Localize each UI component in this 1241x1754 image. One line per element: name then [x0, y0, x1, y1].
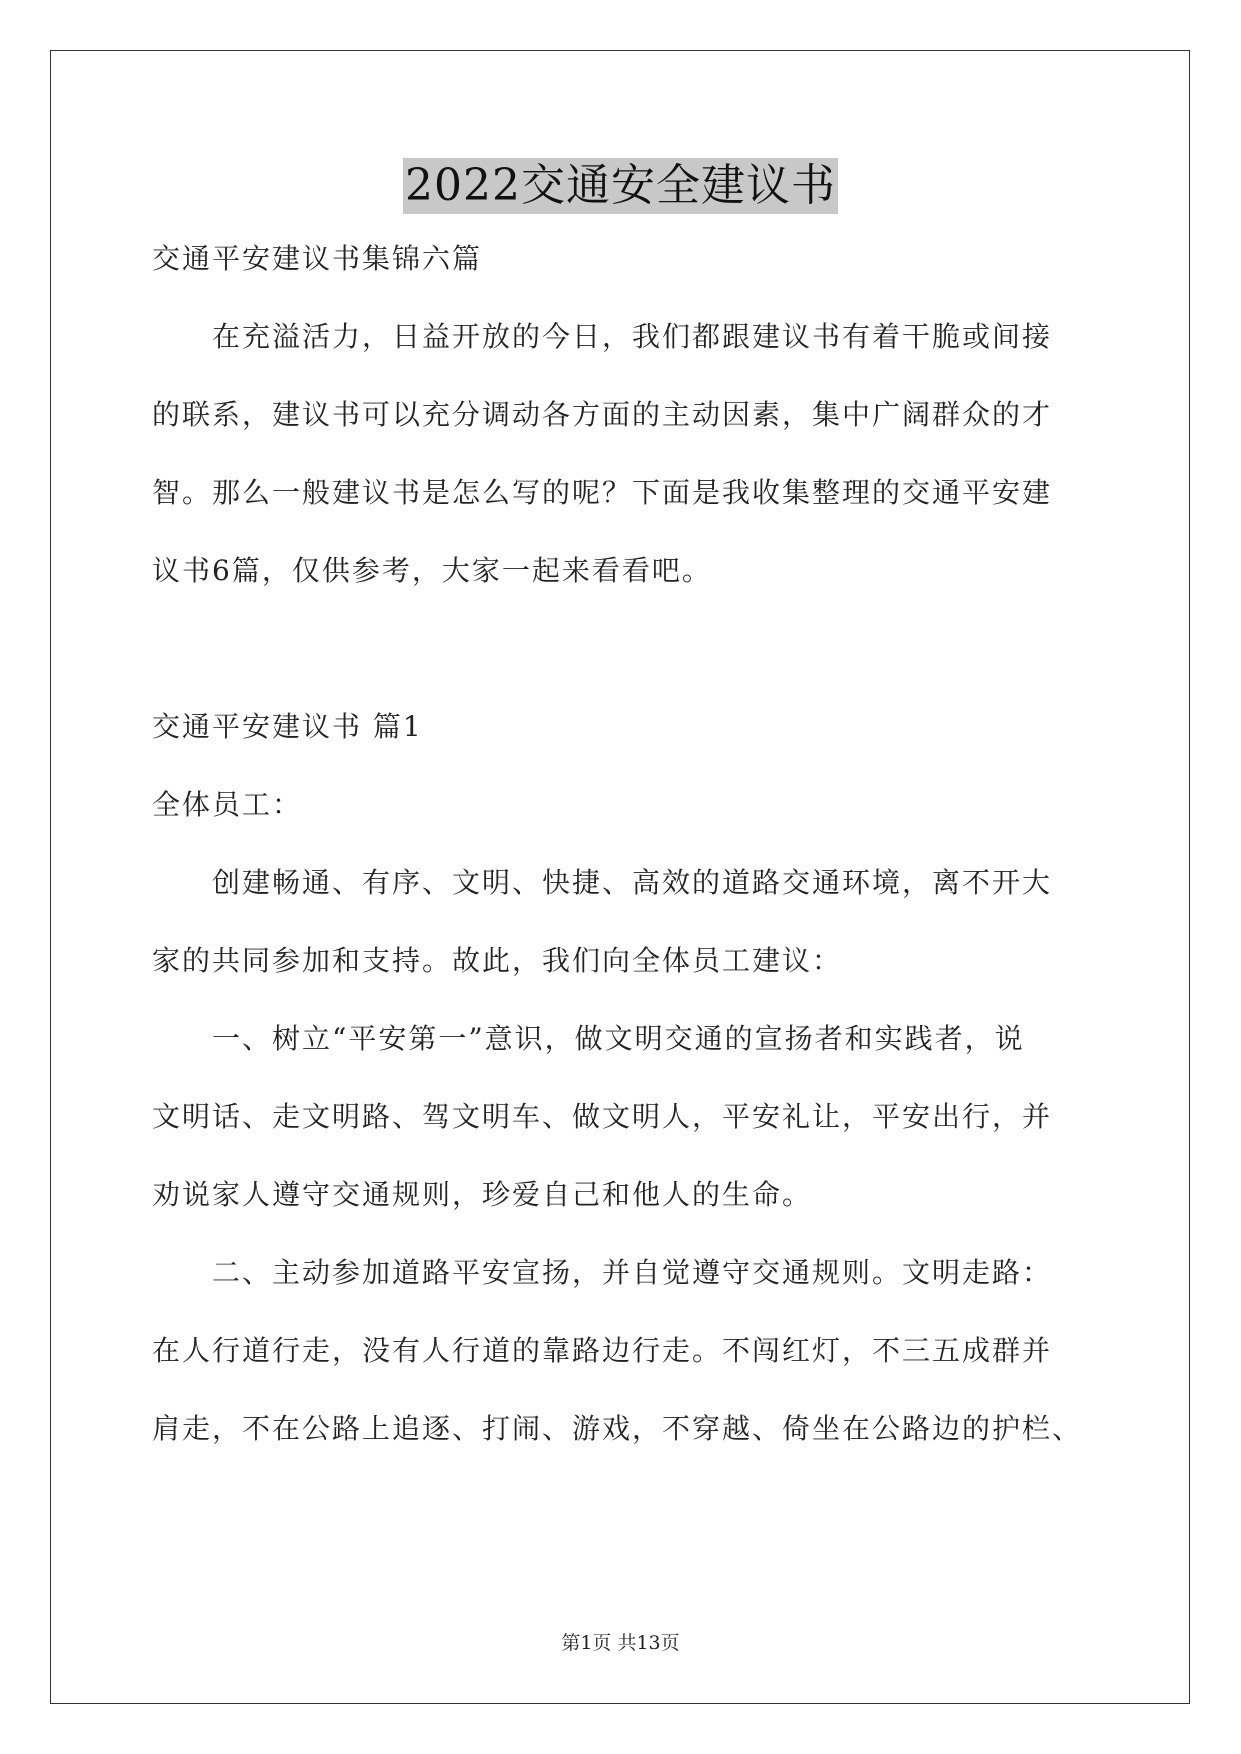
- paragraph3-line-1: 二、主动参加道路平安宣扬，并自觉遵守交通规则。文明走路：: [212, 1256, 1053, 1289]
- paragraph1-line-2: 家的共同参加和支持。故此，我们向全体员工建议：: [152, 944, 843, 977]
- paragraph1-line-1: 创建畅通、有序、文明、快捷、高效的道路交通环境，离不开大: [212, 866, 1053, 899]
- intro-line-3: 智。那么一般建议书是怎么写的呢？下面是我收集整理的交通平安建: [152, 476, 1053, 509]
- section-gap: [152, 626, 1092, 704]
- paragraph3-line-3: 肩走，不在公路上追逐、打闹、游戏，不穿越、倚坐在公路边的护栏、: [152, 1412, 1083, 1445]
- intro-line-2: 的联系，建议书可以充分调动各方面的主动因素，集中广阔群众的才: [152, 398, 1053, 431]
- document-body: [152, 236, 1092, 1484]
- paragraph3-line-2: 在人行道行走，没有人行道的靠路边行走。不闯红灯，不三五成群并: [152, 1334, 1053, 1367]
- paragraph2-line-3: 劝说家人遵守交通规则，珍爱自己和他人的生命。: [152, 1178, 813, 1211]
- intro-line-1: 在充溢活力，日益开放的今日，我们都跟建议书有着干脆或间接: [212, 320, 1053, 353]
- document-title: 2022交通安全建议书: [403, 158, 838, 214]
- paragraph2-line-2: 文明话、走文明路、驾文明车、做文明人，平安礼让，平安出行，并: [152, 1100, 1053, 1133]
- title-container: [0, 158, 1241, 214]
- salutation: 全体员工：: [152, 788, 303, 821]
- paragraph2-line-1: 一、树立“平安第一”意识，做文明交通的宣扬者和实践者，说: [212, 1022, 1025, 1055]
- page-footer: 第1页 共13页: [561, 1632, 680, 1654]
- subtitle: 交通平安建议书集锦六篇: [152, 242, 483, 275]
- intro-line-4: 议书6篇，仅供参考，大家一起来看看吧。: [152, 554, 712, 587]
- section-heading: 交通平安建议书 篇1: [152, 710, 423, 743]
